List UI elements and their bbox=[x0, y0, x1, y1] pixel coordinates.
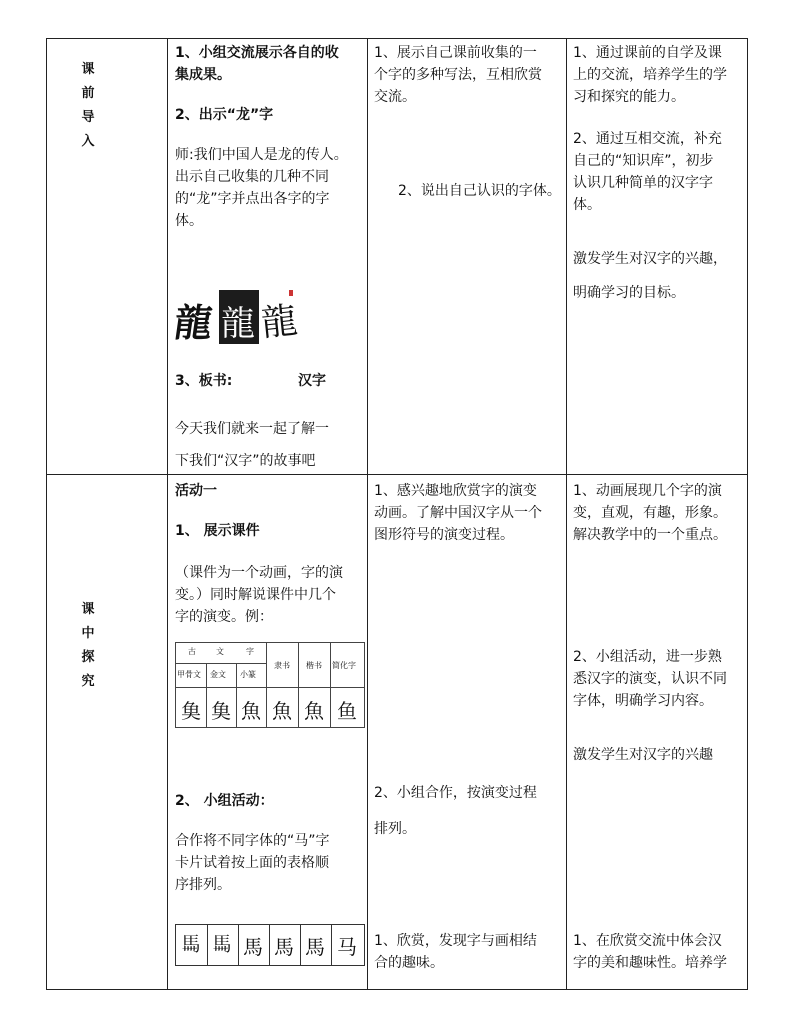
stage-char: 中 bbox=[81, 626, 95, 641]
student-text: 交流。 bbox=[374, 89, 416, 105]
evo-line bbox=[236, 663, 237, 727]
teacher-text: 今天我们就来一起了解一 bbox=[175, 421, 329, 437]
teacher-step-2: 2、 小组活动： bbox=[175, 793, 274, 809]
stage-char: 课 bbox=[81, 602, 95, 617]
column-divider bbox=[566, 38, 567, 990]
intent-text: 习和探究的能力。 bbox=[573, 89, 685, 105]
student-text: 1、感兴趣地欣赏字的演变 bbox=[374, 483, 537, 499]
intent-text: 体。 bbox=[573, 197, 601, 213]
intent-text: 1、在欣赏交流中体会汉 bbox=[573, 933, 722, 949]
intent-text: 变，直观，有趣，形象。 bbox=[573, 505, 727, 521]
horse-card-glyph: 馬 bbox=[305, 935, 325, 959]
evo-line bbox=[176, 687, 364, 688]
card-divider bbox=[238, 925, 239, 965]
table-border-left bbox=[46, 38, 47, 990]
horse-card-glyph: 𩡧 bbox=[212, 932, 232, 956]
intent-text: 上的交流，培养学生的学 bbox=[573, 67, 727, 83]
teacher-text: 序排列。 bbox=[175, 877, 231, 893]
dragon-char-inverted-block bbox=[219, 290, 259, 344]
teacher-step-1: 1、小组交流展示各自的收 bbox=[175, 45, 339, 61]
card-divider bbox=[300, 925, 301, 965]
teacher-text: 合作将不同字体的“马”字 bbox=[175, 833, 330, 849]
intent-text: 2、小组活动，进一步熟 bbox=[573, 649, 722, 665]
lesson-plan-table bbox=[46, 38, 748, 990]
evo-line bbox=[176, 663, 266, 664]
student-text: 合的趣味。 bbox=[374, 955, 444, 971]
student-text: 2、小组合作，按演变过程 bbox=[374, 785, 537, 801]
student-text: 1、欣赏，发现字与画相结 bbox=[374, 933, 537, 949]
intent-text: 激发学生对汉字的兴趣， bbox=[573, 251, 727, 267]
evo-header: 金文 bbox=[210, 670, 226, 679]
evo-glyph-bronze: 𩵋 bbox=[211, 699, 231, 723]
teacher-text: 的“龙”字并点出各字的字 bbox=[175, 191, 330, 207]
stage-char: 入 bbox=[81, 134, 95, 149]
evo-header: 甲骨文 bbox=[177, 670, 201, 679]
intent-text: 认识几种简单的汉字字 bbox=[573, 175, 713, 191]
horse-card-glyph: 马 bbox=[337, 935, 357, 959]
intent-text: 字的美和趣味性。培养学 bbox=[573, 955, 727, 971]
evo-glyph-clerical: 魚 bbox=[272, 699, 292, 723]
teacher-text: 出示自己收集的几种不同 bbox=[175, 169, 329, 185]
evo-group-header: 文 bbox=[216, 647, 224, 656]
stage-char: 探 bbox=[81, 650, 95, 665]
stage-char: 导 bbox=[81, 110, 95, 125]
horse-card-glyph: 𩡧 bbox=[181, 932, 201, 956]
intent-text: 字体，明确学习内容。 bbox=[573, 693, 713, 709]
student-text: 2、说出自己认识的字体。 bbox=[398, 183, 561, 199]
intent-text: 1、通过课前的自学及课 bbox=[573, 45, 722, 61]
intent-text: 解决教学中的一个重点。 bbox=[573, 527, 727, 543]
table-border-top bbox=[46, 38, 748, 39]
intent-text: 自己的“知识库”，初步 bbox=[573, 153, 714, 169]
student-text: 个字的多种写法，互相欣赏 bbox=[374, 67, 542, 83]
teacher-text: 师:我们中国人是龙的传人。 bbox=[175, 147, 348, 163]
stage-char: 课 bbox=[81, 62, 95, 77]
evo-group-header: 古 bbox=[188, 647, 196, 656]
horse-card-glyph: 馬 bbox=[274, 935, 294, 959]
dragon-calligraphy-image bbox=[171, 286, 300, 348]
student-text: 排列。 bbox=[374, 821, 416, 837]
evo-line bbox=[206, 663, 207, 727]
column-divider bbox=[167, 38, 168, 990]
intent-text: 1、动画展现几个字的演 bbox=[573, 483, 722, 499]
stage-label-in-class bbox=[73, 598, 103, 694]
student-text: 图形符号的演变过程。 bbox=[374, 527, 514, 543]
teacher-text: （课件为一个动画，字的演 bbox=[175, 565, 343, 581]
card-divider bbox=[207, 925, 208, 965]
dragon-char-cursive: 龍 bbox=[171, 300, 216, 345]
table-border-bottom bbox=[46, 989, 748, 990]
evo-line bbox=[266, 643, 267, 727]
seal-mark bbox=[289, 290, 293, 296]
evo-header: 小篆 bbox=[240, 670, 256, 679]
teacher-text: 下我们“汉字”的故事吧 bbox=[175, 453, 316, 469]
column-divider bbox=[367, 38, 368, 990]
evo-line bbox=[330, 643, 331, 727]
teacher-step-1: 1、 展示课件 bbox=[175, 523, 260, 539]
board-label: 3、板书: bbox=[175, 373, 233, 389]
evo-glyph-seal: 魚 bbox=[241, 699, 261, 723]
stage-char: 前 bbox=[81, 86, 95, 101]
student-text: 1、展示自己课前收集的一 bbox=[374, 45, 537, 61]
teacher-step-1-cont: 集成果。 bbox=[175, 67, 231, 83]
teacher-text: 卡片试着按上面的表格顺 bbox=[175, 855, 329, 871]
stage-char: 究 bbox=[81, 674, 95, 689]
evo-group-header: 字 bbox=[246, 647, 254, 656]
activity-title: 活动一 bbox=[175, 483, 217, 499]
teacher-text: 体。 bbox=[175, 213, 203, 229]
intent-text: 悉汉字的演变，认识不同 bbox=[573, 671, 727, 687]
horse-card-glyph: 馬 bbox=[243, 935, 263, 959]
horse-character-cards bbox=[175, 924, 365, 966]
teacher-text: 字的演变。例： bbox=[175, 609, 273, 625]
teacher-step-2: 2、出示“龙”字 bbox=[175, 107, 274, 123]
character-evolution-table bbox=[175, 642, 365, 728]
intent-text: 激发学生对汉字的兴趣 bbox=[573, 747, 713, 763]
evo-glyph-regular: 魚 bbox=[304, 699, 324, 723]
stage-label-pre-class bbox=[73, 58, 103, 154]
evo-glyph-oracle: 𩵋 bbox=[181, 699, 201, 723]
student-text: 动画。了解中国汉字从一个 bbox=[374, 505, 542, 521]
card-divider bbox=[269, 925, 270, 965]
card-divider bbox=[331, 925, 332, 965]
row-divider bbox=[46, 474, 748, 475]
dragon-char-inverted: 龍 bbox=[221, 304, 255, 344]
evo-glyph-simplified: 鱼 bbox=[337, 699, 357, 723]
evo-header: 简化字 bbox=[332, 661, 356, 670]
evo-header: 隶书 bbox=[274, 661, 290, 670]
intent-text: 明确学习的目标。 bbox=[573, 285, 685, 301]
teacher-text: 变。）同时解说课件中几个 bbox=[175, 587, 336, 603]
evo-header: 楷书 bbox=[306, 661, 322, 670]
table-border-right bbox=[747, 38, 748, 990]
intent-text: 2、通过互相交流，补充 bbox=[573, 131, 722, 147]
evo-line bbox=[298, 643, 299, 727]
dragon-char-grass: 龍 bbox=[259, 300, 300, 345]
board-value: 汉字 bbox=[298, 373, 326, 389]
